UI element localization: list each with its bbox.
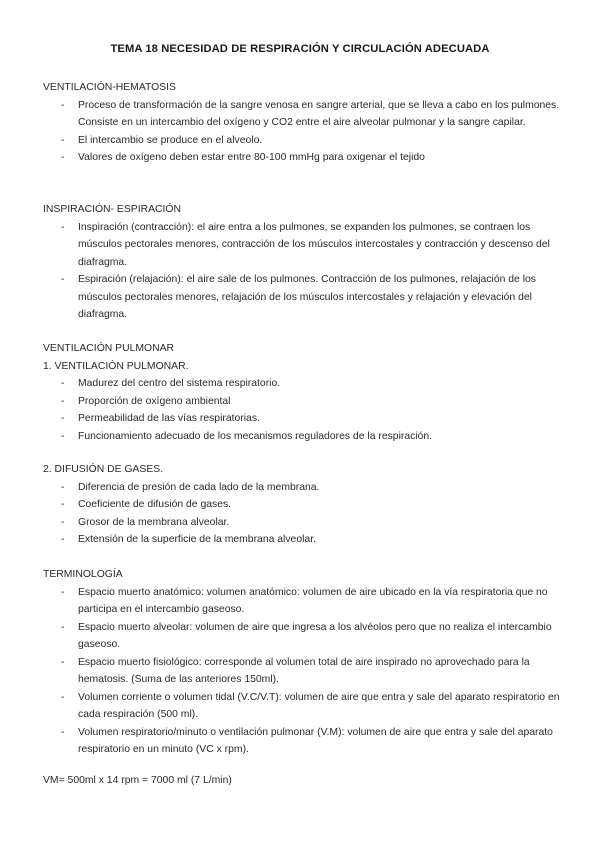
section-heading: INSPIRACIÓN- ESPIRACIÓN: [43, 204, 181, 215]
list-item-text: Valores de oxígeno deben estar entre 80-100 mmHg para oxigenar el tejido: [78, 152, 425, 163]
list-item-text: Volumen corriente o volumen tidal (V.C/V.T): volumen de aire que entra y sale del aparato respiratorio en cada respiración (500 ml).: [78, 691, 560, 720]
list-item-text: El intercambio se produce en el alveolo.: [78, 134, 263, 146]
section-inspiracion-espiracion: [43, 201, 563, 324]
ventilation-formula: VM= 500ml x 14 rpm = 7000 ml (7 L/min): [43, 775, 232, 786]
section-ventilacion-pulmonar: [43, 340, 563, 445]
bullet-list: [43, 479, 563, 549]
list-item-text: Proporción de oxígeno ambiental: [78, 395, 231, 407]
list-item-text: Extensión de la superficie de la membrana alveolar.: [78, 534, 316, 545]
section-heading: VENTILACIÓN-HEMATOSIS: [43, 82, 176, 93]
list-item: [43, 689, 563, 724]
list-item: [43, 531, 563, 549]
list-item: [43, 496, 563, 514]
bullet-dash: -: [61, 274, 65, 285]
bullet-list: [43, 375, 563, 445]
list-item: [43, 132, 563, 150]
list-item: [43, 219, 563, 272]
bullet-dash: -: [61, 516, 65, 528]
bullet-dash: -: [61, 656, 65, 668]
bullet-dash: -: [61, 534, 65, 545]
list-item: [43, 97, 563, 132]
bullet-dash: -: [61, 99, 65, 111]
bullet-list: [43, 584, 563, 759]
page-title: TEMA 18 NECESIDAD DE RESPIRACIÓN Y CIRCULACIÓN ADECUADA: [110, 43, 490, 55]
list-item-text: Madurez del centro del sistema respiratorio.: [78, 378, 281, 389]
list-item: [43, 271, 563, 324]
list-item: [43, 724, 563, 759]
list-item-text: Espacio muerto anatómico: volumen anatómico: volumen de aire ubicado en la vía respiratoria que no participa en el intercambio gaseoso.: [78, 586, 548, 615]
list-item: [43, 428, 563, 446]
list-item-text: Espiración (relajación): el aire sale de los pulmones. Contracción de los pulmones, relajación de los músculos pectorales menores, relajación de los músculos intercostales y relajación y elevación del diafragma.: [78, 274, 537, 320]
list-item-text: Volumen respiratorio/minuto o ventilación pulmonar (V.M): volumen de aire que entra y sale del aparato respiratorio en un minuto (VC x rpm).: [78, 726, 553, 755]
list-item-text: Espacio muerto alveolar: volumen de aire que ingresa a los alvéolos pero que no realiza el intercambio gaseoso.: [78, 621, 552, 650]
section-subheading: 1. VENTILACIÓN PULMONAR.: [43, 360, 189, 372]
list-item: [43, 479, 563, 497]
list-item: [43, 410, 563, 428]
bullet-dash: -: [61, 430, 65, 442]
bullet-dash: -: [61, 499, 65, 510]
section-heading: VENTILACIÓN PULMONAR: [43, 343, 175, 354]
bullet-dash: -: [61, 152, 65, 163]
list-item: [43, 375, 563, 393]
list-item-text: Coeficiente de difusión de gases.: [78, 499, 232, 510]
bullet-dash: -: [61, 691, 65, 703]
bullet-dash: -: [61, 221, 65, 233]
bullet-list: [43, 219, 563, 324]
bullet-dash: -: [61, 413, 65, 424]
list-item-text: Grosor de la membrana alveolar.: [78, 516, 230, 528]
list-item: [43, 584, 563, 619]
list-item-text: Proceso de transformación de la sangre venosa en sangre arterial, que se lleva a cabo en los pulmones. Consiste en un intercambio del oxígeno y CO2 entre el aire alveolar pulmonar y la sangre capilar.: [78, 99, 560, 128]
bullet-dash: -: [61, 395, 65, 407]
list-item: [43, 619, 563, 654]
list-item: [43, 393, 563, 411]
bullet-dash: -: [61, 586, 65, 598]
list-item: [43, 149, 563, 167]
section-ventilacion-hematosis: [43, 79, 563, 167]
list-item-text: Inspiración (contracción): el aire entra a los pulmones, se expanden los pulmones, se contraen los músculos pectorales menores, contracción de los músculos intercostales y contracción y descenso del diafragma.: [78, 221, 550, 268]
bullet-dash: -: [61, 378, 65, 389]
section-difusion-gases: [43, 461, 563, 549]
bullet-dash: -: [61, 481, 65, 493]
list-item-text: Permeabilidad de las vías respiratorias.: [78, 413, 260, 424]
bullet-list: [43, 97, 563, 167]
list-item-text: Funcionamiento adecuado de los mecanismos reguladores de la respiración.: [78, 430, 433, 442]
list-item-text: Espacio muerto fisiológico: corresponde al volumen total de aire inspirado no aprovechado para la hematosis. (Suma de las anteriores 150ml).: [78, 656, 530, 685]
list-item: [43, 514, 563, 532]
bullet-dash: -: [61, 134, 65, 146]
section-terminologia: [43, 566, 563, 759]
section-heading: TERMINOLOGÍA: [43, 569, 123, 580]
section-heading: 2. DIFUSIÓN DE GASES.: [43, 464, 164, 475]
bullet-dash: -: [61, 726, 65, 738]
list-item-text: Diferencia de presión de cada lado de la membrana.: [78, 481, 320, 493]
list-item: [43, 654, 563, 689]
bullet-dash: -: [61, 621, 65, 633]
